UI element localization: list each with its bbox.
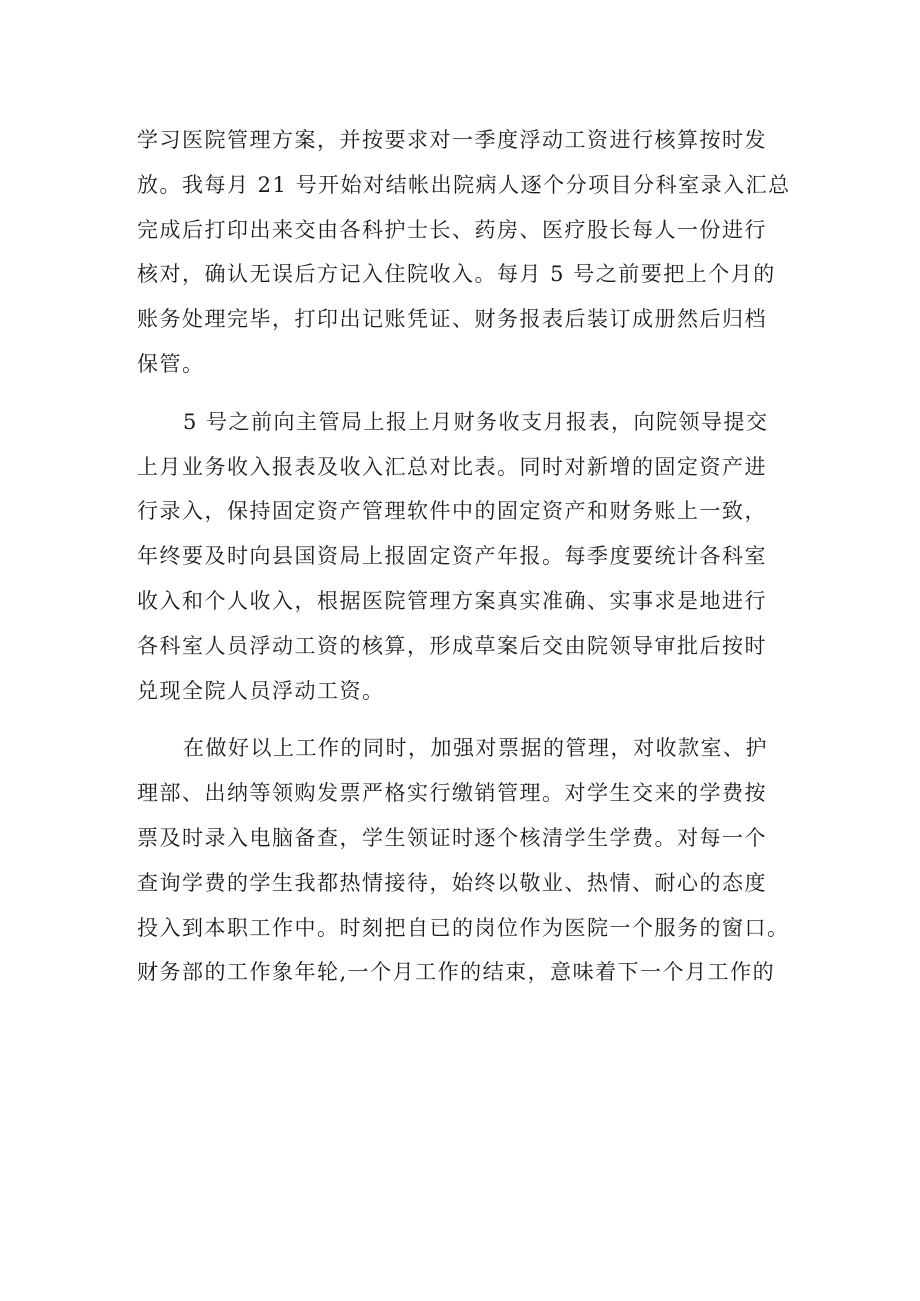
- paragraph-line: 行录入，保持固定资产管理软件中的固定资产和财务账上一致，: [137, 499, 767, 524]
- paragraph-line: 兑现全院人员浮动工资。: [137, 678, 385, 703]
- paragraph-line: 保管。: [137, 351, 205, 376]
- document-body: [137, 118, 797, 1008]
- paragraph-1: [137, 118, 797, 387]
- paragraph-line: 查询学费的学生我都热情接待，始终以敬业、热情、耐心的态度: [137, 870, 767, 895]
- paragraph-3: [137, 726, 797, 995]
- paragraph-line: 理部、出纳等领购发票严格实行缴销管理。对学生交来的学费按: [137, 781, 767, 806]
- paragraph-line: 投入到本职工作中。时刻把自已的岗位作为医院一个服务的窗口。: [137, 915, 790, 940]
- paragraph-line: 学习医院管理方案，并按要求对一季度浮动工资进行核算按时发: [137, 128, 767, 152]
- paragraph-line: 上月业务收入报表及收入汇总对比表。同时对新增的固定资产进: [137, 454, 767, 479]
- paragraph-line: 账务处理完毕，打印出记账凭证、财务报表后装订成册然后归档: [137, 307, 767, 332]
- paragraph-line: 5 号之前向主管局上报上月财务收支月报表，向院领导提交: [183, 409, 769, 434]
- paragraph-line: 年终要及时向县国资局上报固定资产年报。每季度要统计各科室: [137, 544, 767, 569]
- paragraph-line: 票及时录入电脑备查，学生领证时逐个核清学生学费。对每一个: [137, 825, 767, 850]
- paragraph-line: 在做好以上工作的同时，加强对票据的管理，对收款室、护: [183, 736, 768, 761]
- paragraph-line: 完成后打印出来交由各科护士长、药房、医疗股长每人一份进行: [137, 217, 767, 242]
- paragraph-2: [137, 400, 797, 714]
- paragraph-line: 财务部的工作象年轮,一个月工作的结束，意味着下一个月工作的: [137, 960, 776, 985]
- paragraph-line: 核对，确认无误后方记入住院收入。每月 5 号之前要把上个月的: [137, 262, 776, 287]
- paragraph-line: 放。我每月 21 号开始对结帐出院病人逐个分项目分科室录入汇总: [137, 172, 791, 197]
- paragraph-line: 各科室人员浮动工资的核算，形成草案后交由院领导审批后按时: [137, 633, 767, 658]
- paragraph-line: 收入和个人收入，根据医院管理方案真实准确、实事求是地进行: [137, 588, 767, 613]
